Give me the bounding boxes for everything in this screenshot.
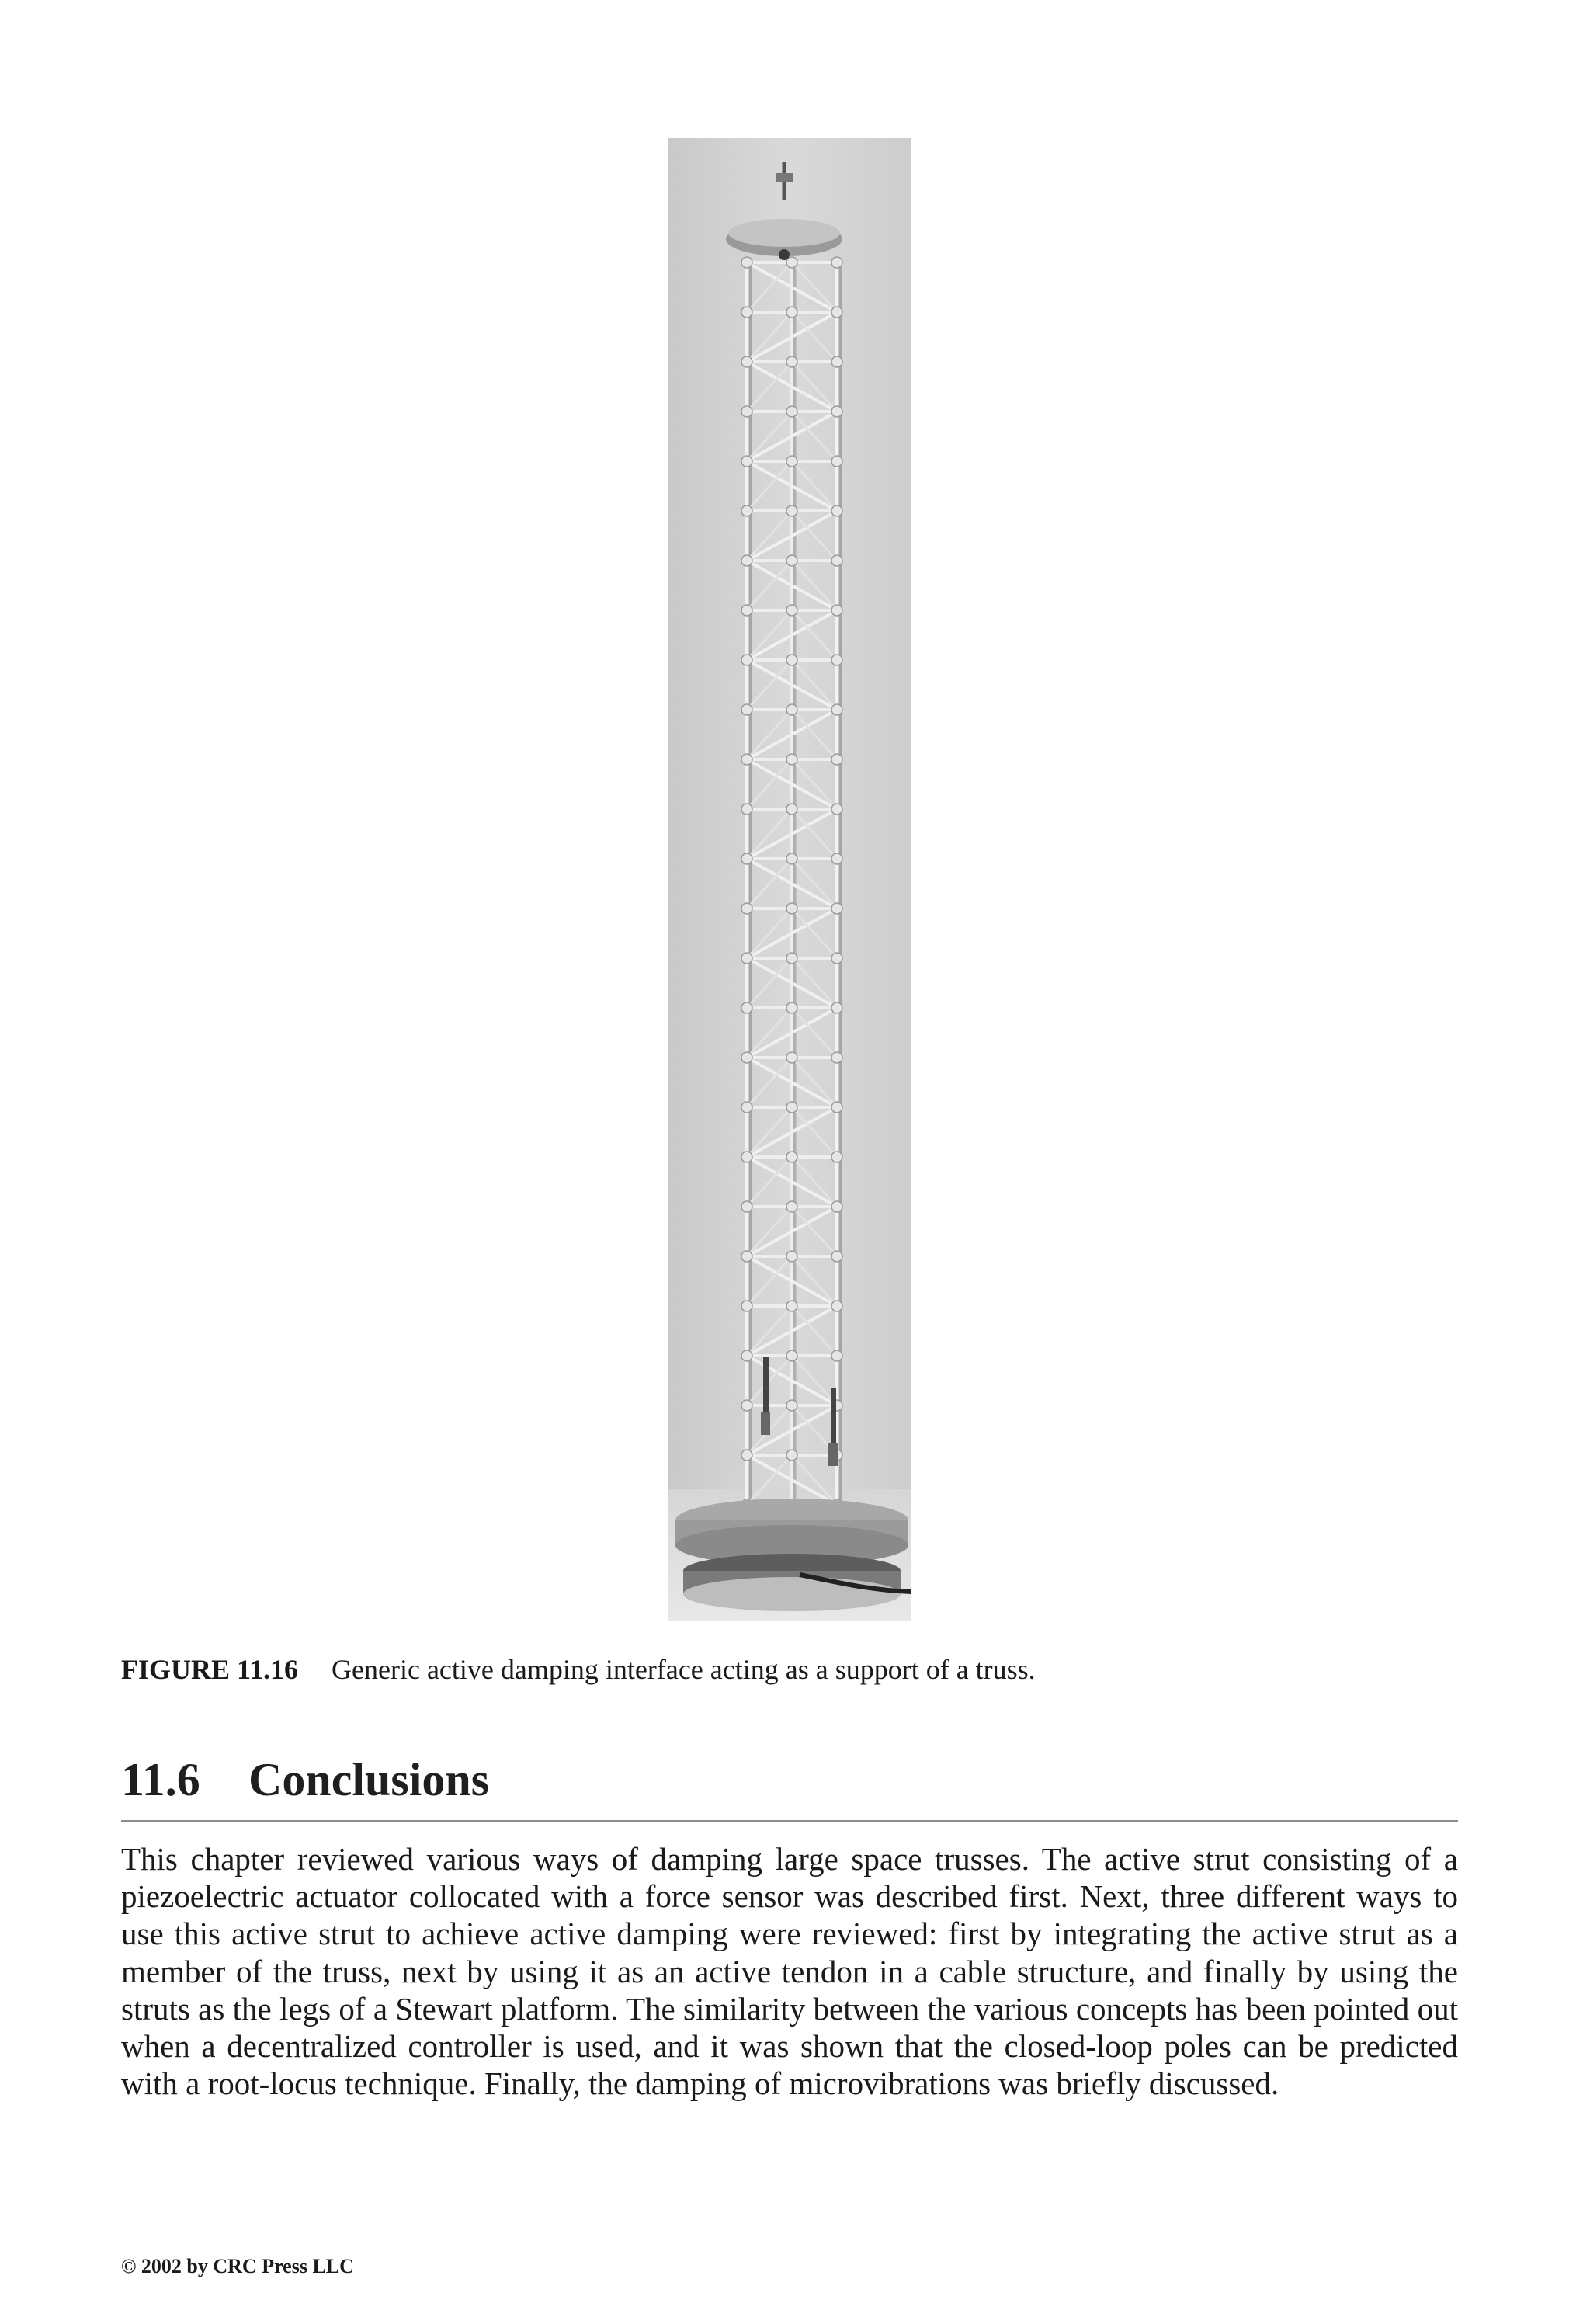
truss-photo bbox=[668, 138, 911, 1621]
conclusions-paragraph: This chapter reviewed various ways of damping large space trusses. The active strut consisting of a piezoelectric actuator collocated with a force sensor was described first. Next, three different ways to use this active strut to achieve active damping were reviewed: first by integrating the active strut as a member of the truss, next by using it as an active tendon in a cable structure, and finally by using the struts as the legs of a Stewart platform. The similarity between the various concepts has been pointed out when a decentralized controller is used, and it was shown that the closed-loop poles can be predicted with a root-locus technique. Finally, the damping of microvibrations was briefly discussed. bbox=[121, 1841, 1458, 2102]
conclusions-body bbox=[121, 1840, 1458, 2102]
damping-interface-base bbox=[675, 1499, 911, 1611]
figure-caption bbox=[121, 1652, 1456, 1687]
section-heading bbox=[121, 1746, 1458, 1822]
section-number: 11.6 bbox=[121, 1754, 200, 1805]
section-title-text: Conclusions bbox=[248, 1754, 490, 1805]
figure-label: FIGURE 11.16 bbox=[121, 1654, 299, 1685]
section-title bbox=[121, 1746, 1458, 1814]
truss-illustration bbox=[668, 138, 911, 1621]
figure-caption-text: Generic active damping interface acting as a support of a truss. bbox=[332, 1654, 1036, 1685]
copyright-footer: © 2002 by CRC Press LLC bbox=[121, 2255, 354, 2277]
